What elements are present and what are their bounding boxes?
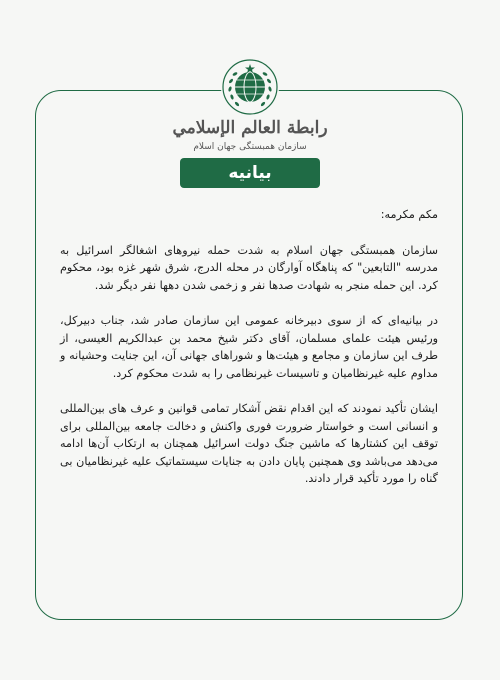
- statement-title: بیانیه: [228, 163, 272, 183]
- paragraph-3: ایشان تأکید نمودند که این اقدام نقض آشکار تمامی قوانین و عرف های بین‌المللی و انسانی است و خواستار ضرورت فوری واکنش و دخالت جامعه بین‌المللی برای توقف این کشتارها که ماشین جنگ دولت اسرائیل همچنان به ارتکاب آن‌ها ادامه می‌دهد می‌باشد وی همچنین پایان دادن به جنایات سیستماتیک علیه غیرنظامیان بی گناه را مورد تأکید قرار دادند.: [60, 402, 438, 485]
- letter-body: [60, 206, 438, 506]
- org-subtitle: سازمان همبستگی جهان اسلام: [193, 142, 307, 152]
- salutation: مکم مکرمه:: [380, 208, 438, 221]
- paragraph-2: در بیانیه‌ای که از سوی دبیرخانه عمومی این سازمان صادر شد، جناب دبیرکل، ورئیس هیئت علمای مسلمان، آقای دکتر شیخ محمد بن عبدالکریم العیسی، از طرف این سازمان و مجامع و هیئت‌ها و شوراهای جهانی آن، این جنایت وحشیانه و مداوم علیه غیرنظامیان و تاسیسات غیرنظامی را به شدت محکوم کرد.: [60, 314, 438, 380]
- paragraph-1: سازمان همبستگی جهان اسلام به شدت حمله نیروهای اشغالگر اسرائیل به مدرسه "التابعین" که پناهگاه آوارگان در محله الدرج، شرق شهر غزه بود، محکوم کرد. این حمله منجر به شهادت صدها نفر و زخمی شدن دهها نفر دیگر شد.: [60, 243, 438, 292]
- emblem: [221, 58, 279, 116]
- globe-emblem-icon: [222, 59, 278, 115]
- statement-title-badge: [180, 158, 320, 188]
- org-name: رابطة العالم الإسلامي: [172, 118, 328, 138]
